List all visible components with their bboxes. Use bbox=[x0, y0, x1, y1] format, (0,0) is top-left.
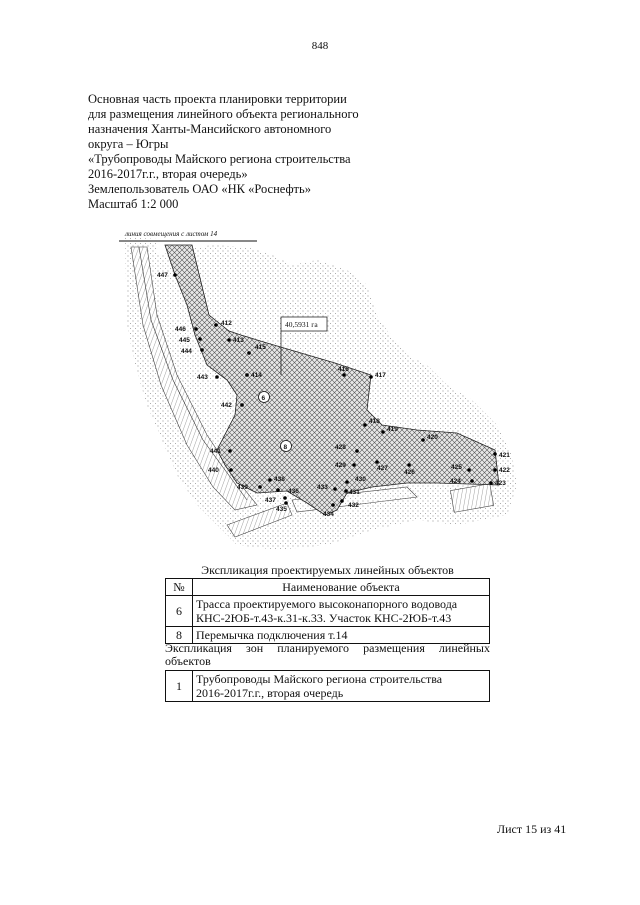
combine-line-label: линия совмещения с листом 14 bbox=[125, 230, 218, 238]
sheet-number: Лист 15 из 41 bbox=[497, 822, 567, 836]
point-marker bbox=[240, 403, 244, 407]
point-label: 433 bbox=[317, 484, 328, 491]
column-header-name: Наименование объекта bbox=[193, 579, 490, 596]
point-marker bbox=[229, 468, 233, 472]
point-label: 420 bbox=[427, 434, 438, 441]
point-label: 443 bbox=[197, 374, 208, 381]
point-marker bbox=[344, 489, 348, 493]
point-marker bbox=[194, 327, 198, 331]
point-label: 427 bbox=[377, 465, 388, 472]
row-name bbox=[193, 671, 490, 702]
point-label: 432 bbox=[348, 502, 359, 509]
point-label: 412 bbox=[221, 320, 232, 327]
row-number: 6 bbox=[166, 596, 193, 627]
table-row bbox=[166, 671, 490, 702]
point-label: 446 bbox=[175, 326, 186, 333]
object-marker: 8 bbox=[283, 444, 288, 451]
column-header-number: № bbox=[166, 579, 193, 596]
header-line: «Трубопроводы Майского региона строительства bbox=[88, 152, 351, 166]
point-marker bbox=[369, 375, 373, 379]
table-row bbox=[166, 596, 490, 627]
point-label: 445 bbox=[179, 337, 190, 344]
objects-table-title: Экспликация проектируемых линейных объектов bbox=[201, 563, 454, 577]
point-label: 428 bbox=[335, 444, 346, 451]
point-label: 430 bbox=[355, 476, 366, 483]
point-label: 440 bbox=[208, 467, 219, 474]
point-marker bbox=[198, 337, 202, 341]
point-marker bbox=[258, 485, 262, 489]
row-number: 1 bbox=[166, 671, 193, 702]
zones-table-title: Экспликация зон планируемого размещения линейных объектов bbox=[165, 641, 490, 668]
zones-table bbox=[165, 670, 490, 702]
document-header bbox=[88, 92, 359, 212]
point-label: 436 bbox=[288, 488, 299, 495]
point-marker bbox=[227, 338, 231, 342]
point-marker bbox=[342, 373, 346, 377]
area-label: 40,5931 га bbox=[285, 320, 318, 329]
point-label: 414 bbox=[251, 372, 262, 379]
point-label: 422 bbox=[499, 467, 510, 474]
point-marker bbox=[283, 496, 287, 500]
header-line: Основная часть проекта планировки территории bbox=[88, 92, 347, 106]
row-name: Перемычка подключения т.14 bbox=[193, 627, 490, 644]
row-name-line: КНС-2ЮБ-т.43-к.31-к.33. Участок КНС-2ЮБ-т.43 bbox=[196, 611, 452, 625]
point-marker bbox=[214, 323, 218, 327]
point-marker bbox=[363, 423, 367, 427]
point-label: 419 bbox=[387, 426, 398, 433]
point-marker bbox=[470, 479, 474, 483]
point-label: 425 bbox=[451, 464, 462, 471]
point-marker bbox=[352, 463, 356, 467]
point-label: 438 bbox=[274, 476, 285, 483]
header-line: округа – Югры bbox=[88, 137, 169, 151]
point-label: 435 bbox=[276, 506, 287, 513]
point-marker bbox=[276, 488, 280, 492]
point-marker bbox=[345, 480, 349, 484]
point-marker bbox=[421, 438, 425, 442]
point-label: 431 bbox=[349, 489, 360, 496]
point-marker bbox=[467, 468, 471, 472]
row-name bbox=[193, 596, 490, 627]
point-marker bbox=[333, 487, 337, 491]
row-number: 8 bbox=[166, 627, 193, 644]
header-line: назначения Ханты-Мансийского автономного bbox=[88, 122, 332, 136]
page-number: 848 bbox=[311, 40, 329, 52]
point-marker bbox=[268, 478, 272, 482]
point-marker bbox=[173, 273, 177, 277]
point-marker bbox=[375, 460, 379, 464]
point-label: 418 bbox=[369, 418, 380, 425]
point-marker bbox=[247, 351, 251, 355]
point-marker bbox=[407, 463, 411, 467]
header-line: 2016-2017г.г., вторая очередь» bbox=[88, 167, 248, 181]
point-label: 437 bbox=[265, 497, 276, 504]
header-line: Масштаб 1:2 000 bbox=[88, 197, 179, 211]
point-marker bbox=[381, 430, 385, 434]
point-marker bbox=[228, 449, 232, 453]
point-label: 423 bbox=[495, 480, 506, 487]
point-marker bbox=[284, 501, 288, 505]
point-label: 439 bbox=[237, 484, 248, 491]
point-marker bbox=[200, 348, 204, 352]
point-marker bbox=[215, 375, 219, 379]
point-marker bbox=[493, 452, 497, 456]
object-marker: 6 bbox=[261, 395, 266, 402]
point-label: 444 bbox=[181, 348, 192, 355]
point-label: 417 bbox=[375, 372, 386, 379]
point-label: 415 bbox=[255, 344, 266, 351]
planning-map bbox=[117, 225, 527, 555]
point-marker bbox=[331, 503, 335, 507]
point-marker bbox=[340, 499, 344, 503]
point-label: 421 bbox=[499, 452, 510, 459]
objects-table bbox=[165, 578, 490, 644]
header-line: для размещения линейного объекта регионального bbox=[88, 107, 359, 121]
row-name-line: 2016-2017г.г., вторая очередь bbox=[196, 686, 344, 700]
point-label: 447 bbox=[157, 272, 168, 279]
row-name-line: Трасса проектируемого высоконапорного водовода bbox=[196, 597, 458, 611]
header-line: Землепользователь ОАО «НК «Роснефть» bbox=[88, 182, 311, 196]
point-label: 429 bbox=[335, 462, 346, 469]
point-label: 424 bbox=[450, 478, 461, 485]
row-name-line: Трубопроводы Майского региона строительства bbox=[196, 672, 443, 686]
point-marker bbox=[355, 449, 359, 453]
point-label: 434 bbox=[323, 511, 334, 518]
table-header-row bbox=[166, 579, 490, 596]
point-marker bbox=[489, 481, 493, 485]
point-label: 441 bbox=[210, 448, 221, 455]
point-label: 413 bbox=[233, 337, 244, 344]
point-marker bbox=[493, 468, 497, 472]
point-label: 442 bbox=[221, 402, 232, 409]
point-marker bbox=[245, 373, 249, 377]
point-label: 426 bbox=[404, 469, 415, 476]
point-label: 416 bbox=[338, 366, 349, 373]
